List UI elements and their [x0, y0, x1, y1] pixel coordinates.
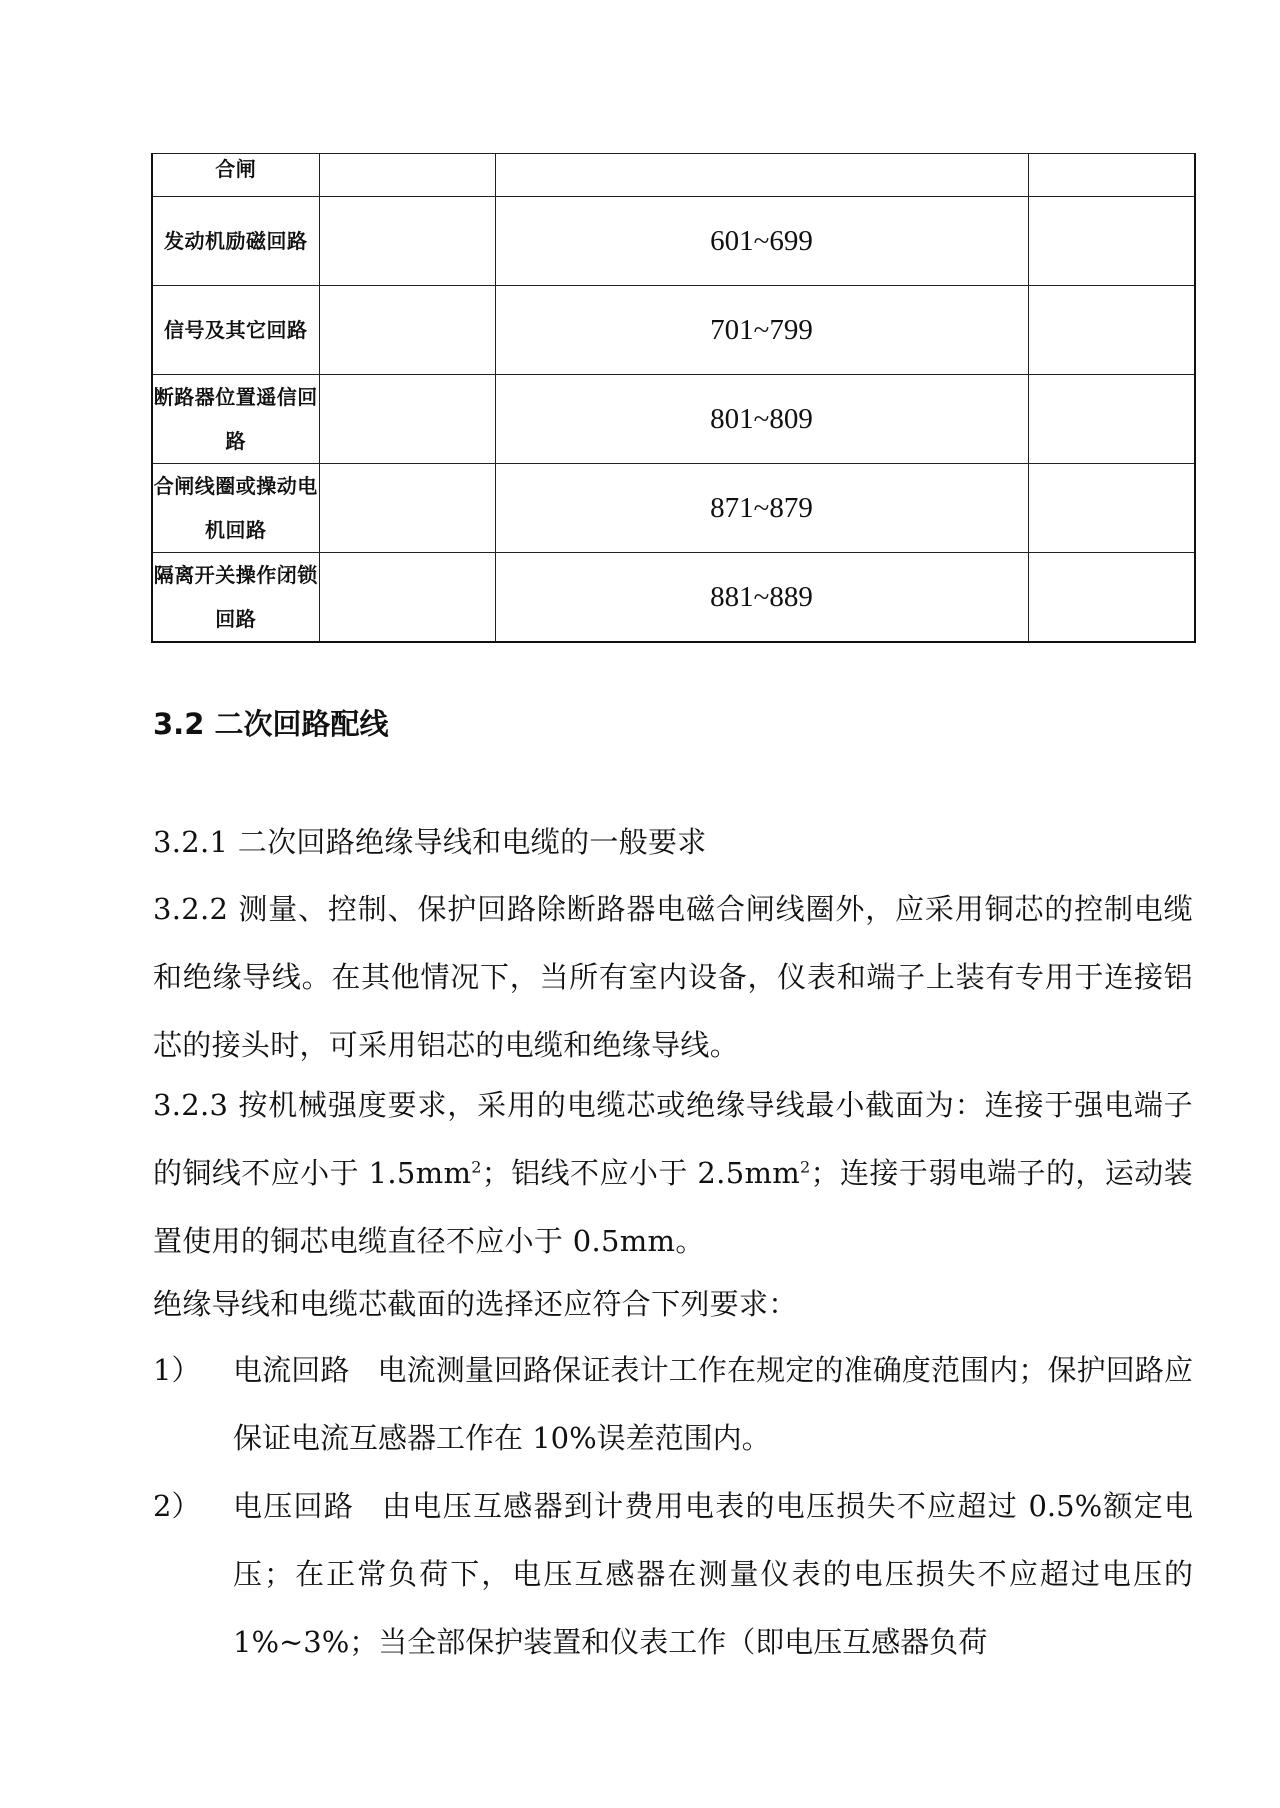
empty-cell	[1028, 375, 1195, 464]
list-item	[153, 1336, 1193, 1472]
table-row	[152, 553, 1195, 643]
list-item-body	[233, 1336, 1193, 1472]
empty-cell	[319, 553, 495, 643]
paragraph-3-2-3-part-b: ；铝线不应小于 2.5mm	[481, 1156, 801, 1190]
paragraph-3-2-3-part-c: ；连接于弱电端子的，运动装置使用的铜芯电缆直径不应小于 0.5mm。	[153, 1156, 1193, 1258]
list-item-term: 电流回路	[233, 1353, 350, 1387]
number-range-cell: 601~699	[495, 197, 1028, 286]
list-item-text: 电流测量回路保证表计工作在规定的准确度范围内；保护回路应保证电流互感器工作在 10%误差范围内。	[233, 1353, 1193, 1455]
superscript-2: 2	[800, 1157, 811, 1177]
requirements-intro: 绝缘导线和电缆芯截面的选择还应符合下列要求：	[153, 1287, 798, 1321]
section-heading: 3.2 二次回路配线	[153, 707, 389, 741]
empty-cell	[1028, 553, 1195, 643]
number-range-cell: 871~879	[495, 464, 1028, 553]
empty-cell	[319, 464, 495, 553]
paragraph-3-2-3	[153, 1071, 1193, 1275]
empty-cell	[1028, 197, 1195, 286]
list-item-number: 1）	[153, 1353, 201, 1387]
list-item-term: 电压回路	[233, 1489, 355, 1523]
list-item-body	[233, 1472, 1193, 1676]
paragraph-3-2-3-part-a: 3.2.3 按机械强度要求，采用的电缆芯或绝缘导线最小截面为：连接于强电端子的铜线不应小于 1.5mm	[153, 1088, 1193, 1190]
empty-cell	[319, 154, 495, 197]
paragraph-3-2-1: 3.2.1 二次回路绝缘导线和电缆的一般要求	[153, 825, 707, 859]
table-row	[152, 464, 1195, 553]
table-row	[152, 154, 1195, 197]
circuit-number-table	[151, 153, 1196, 643]
empty-cell	[1028, 464, 1195, 553]
list-item	[153, 1472, 1193, 1676]
circuit-name-cell: 断路器位置遥信回路	[152, 375, 319, 464]
number-range-cell: 801~809	[495, 375, 1028, 464]
empty-cell	[319, 197, 495, 286]
number-range-cell: 881~889	[495, 553, 1028, 643]
circuit-name-cell: 合闸线圈或操动电机回路	[152, 464, 319, 553]
circuit-name-cell: 合闸	[152, 154, 319, 197]
circuit-name-cell: 隔离开关操作闭锁回路	[152, 553, 319, 643]
number-range-cell	[495, 154, 1028, 197]
empty-cell	[319, 375, 495, 464]
paragraph-3-2-2: 3.2.2 测量、控制、保护回路除断路器电磁合闸线圈外，应采用铜芯的控制电缆和绝缘导线。在其他情况下，当所有室内设备，仪表和端子上装有专用于连接铝芯的接头时，可采用铝芯的电缆和绝缘导线。	[153, 892, 1193, 1062]
circuit-name-cell: 信号及其它回路	[152, 286, 319, 375]
number-range-cell: 701~799	[495, 286, 1028, 375]
list-item-text: 由电压互感器到计费用电表的电压损失不应超过 0.5%额定电压；在正常负荷下，电压互感器在测量仪表的电压损失不应超过电压的 1%~3%；当全部保护装置和仪表工作（即电压互感器负荷	[233, 1489, 1193, 1659]
circuit-name-cell: 发动机励磁回路	[152, 197, 319, 286]
table-row	[152, 197, 1195, 286]
empty-cell	[319, 286, 495, 375]
table-row	[152, 286, 1195, 375]
list-item-number: 2）	[153, 1489, 201, 1523]
empty-cell	[1028, 286, 1195, 375]
empty-cell	[1028, 154, 1195, 197]
table-row	[152, 375, 1195, 464]
superscript-2: 2	[471, 1157, 482, 1177]
